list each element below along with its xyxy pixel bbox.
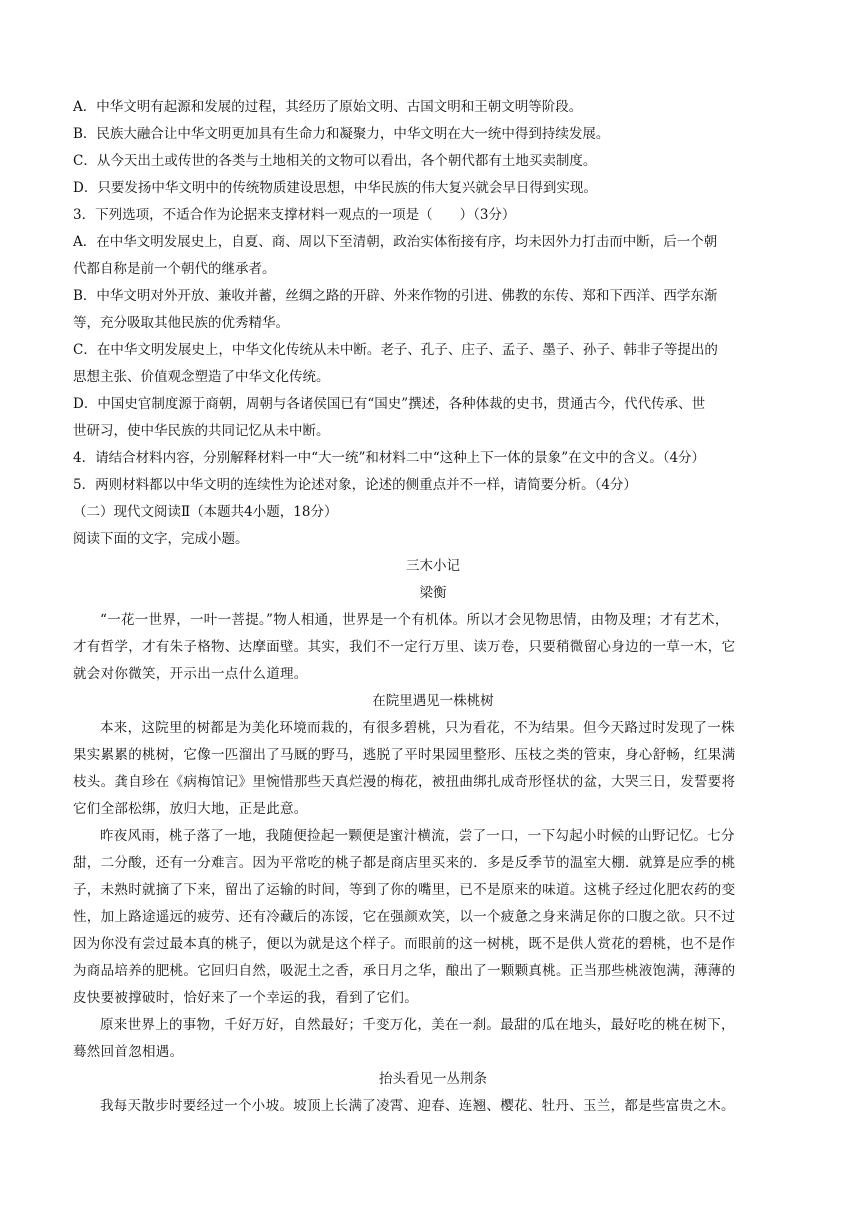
paragraph-line: 甜，二分酸，还有一分难言。因为平常吃的桃子都是商店里买来的．多是反季节的温室大棚．就算是应季的桃	[73, 855, 736, 871]
paragraph-line: 才有哲学，才有朱子格物、达摩面壁。其实，我们不一定行万里、读万卷，只要稍微留心身边的一草一木，它	[73, 639, 736, 655]
paragraph-line: 蓦然回首忽相遇。	[73, 1044, 184, 1060]
paragraph-2	[73, 823, 793, 1012]
option-line: A．中华文明有起源和发展的过程，其经历了原始文明、古国文明和王朝文明等阶段。	[73, 99, 583, 115]
section-heading: （二）现代文阅读Ⅱ（本题共4小题，18分）	[73, 504, 338, 520]
intro-paragraph	[73, 607, 793, 688]
option-d-line: D．中国史官制度源于商朝，周朝与各诸侯国已有“国史”撰述，各种体裁的史书，贯通古今，代代传承、世	[73, 396, 706, 412]
question-3	[73, 202, 793, 445]
passage-title: 三木小记	[406, 558, 460, 574]
paragraph-1	[73, 715, 793, 823]
paragraph-line: 昨夜风雨，桃子落了一地，我随便捡起一颗便是蜜汁横流，尝了一口，一下勾起小时候的山野记忆。七分	[100, 828, 735, 844]
document-page	[73, 94, 793, 1120]
paragraph-line: 性，加上路途遥远的疲劳、还有冷藏后的冻馁，它在强颜欢笑，以一个疲惫之身来满足你的口腹之欲。只不过	[73, 909, 736, 925]
reading-passage	[73, 553, 793, 1120]
question-5: 5．两则材料都以中华文明的连续性为论述对象，论述的侧重点并不一样，请简要分析。（4分）	[73, 477, 637, 493]
paragraph-line: 枝头。龚自珍在《病梅馆记》里惋惜那些天真烂漫的梅花，被扭曲绑扎成奇形怪状的盆，大哭三日，发誓要将	[73, 774, 736, 790]
question-2-options	[73, 94, 793, 202]
paragraph-4	[73, 1093, 793, 1120]
paragraph-line: 子，未熟时就摘了下来，留出了运输的时间，等到了你的嘴里，已不是原来的味道。这桃子经过化肥农药的变	[73, 882, 736, 898]
paragraph-line: 我每天散步时要经过一个小坡。坡顶上长满了凌霄、迎春、连翘、樱花、牡丹、玉兰，都是些富贵之木。	[100, 1098, 735, 1114]
question-stem: 3．下列选项，不适合作为论据来支撑材料一观点的一项是（ ）（3分）	[73, 207, 516, 223]
option-c-line: C．在中华文明发展史上，中华文化传统从未中断。老子、孔子、庄子、孟子、墨子、孙子、韩非子等提出的	[73, 342, 718, 358]
passage-author: 梁衡	[419, 585, 447, 601]
paragraph-line: 果实累累的桃树，它像一匹溜出了马厩的野马，逃脱了平时果园里整形、压枝之类的管束，身心舒畅，红果满	[73, 747, 736, 763]
option-c-line: 思想主张、价值观念塑造了中华文化传统。	[73, 369, 330, 385]
paragraph-line: 原来世界上的事物，千好万好，自然最好；千变万化，美在一刹。最甜的瓜在地头，最好吃的桃在树下，	[100, 1017, 735, 1033]
question-4: 4．请结合材料内容，分别解释材料一中“大一统”和材料二中“这种上下一体的景象”在文中的含义。（4分）	[73, 450, 706, 466]
paragraph-line: 就会对你微笑，开示出一点什么道理。	[73, 666, 308, 682]
paragraph-line: 因为你没有尝过最本真的桃子，便以为就是这个样子。而眼前的这一树桃，既不是供人赏花的碧桃，也不是作	[73, 936, 736, 952]
option-b-line: B．中华文明对外开放、兼收并蓄，丝绸之路的开辟、外来作物的引进、佛教的东传、郑和下西洋、西学东渐	[73, 288, 718, 304]
option-a-line: 代都自称是前一个朝代的继承者。	[73, 261, 276, 277]
subheading-peach-tree: 在院里遇见一株桃树	[372, 693, 494, 709]
option-d-line: 世研习，使中华民族的共同记忆从未中断。	[73, 423, 330, 439]
paragraph-line: “一花一世界，一叶一菩提。”物人相通，世界是一个有机体。所以才会见物思情，由物及理；才有艺术，	[100, 612, 729, 628]
subheading-thorn-bush: 抬头看见一丛荆条	[379, 1071, 487, 1087]
section-instruction: 阅读下面的文字，完成小题。	[73, 531, 249, 547]
paragraph-line: 皮快要被撑破时，恰好来了一个幸运的我，看到了它们。	[73, 990, 418, 1006]
paragraph-line: 本来，这院里的树都是为美化环境而栽的，有很多碧桃，只为看花，不为结果。但今天路过时发现了一株	[100, 720, 735, 736]
option-line: C．从今天出土或传世的各类与土地相关的文物可以看出，各个朝代都有土地买卖制度。	[73, 153, 597, 169]
paragraph-3	[73, 1012, 793, 1066]
option-line: B．民族大融合让中华文明更加具有生命力和凝聚力，中华文明在大一统中得到持续发展。	[73, 126, 610, 142]
paragraph-line: 为商品培养的肥桃。它回归自然，吸泥土之香，承日月之华，酿出了一颗颗真桃。正当那些桃液饱满，薄薄的	[73, 963, 736, 979]
option-a-line: A．在中华文明发展史上，自夏、商、周以下至清朝，政治实体衔接有序，均未因外力打击而中断，后一个朝	[73, 234, 718, 250]
paragraph-line: 它们全部松绑，放归大地，正是此意。	[73, 801, 308, 817]
option-line: D．只要发扬中华文明中的传统物质建设思想，中华民族的伟大复兴就会早日得到实现。	[73, 180, 597, 196]
option-b-line: 等，充分吸取其他民族的优秀精华。	[73, 315, 289, 331]
